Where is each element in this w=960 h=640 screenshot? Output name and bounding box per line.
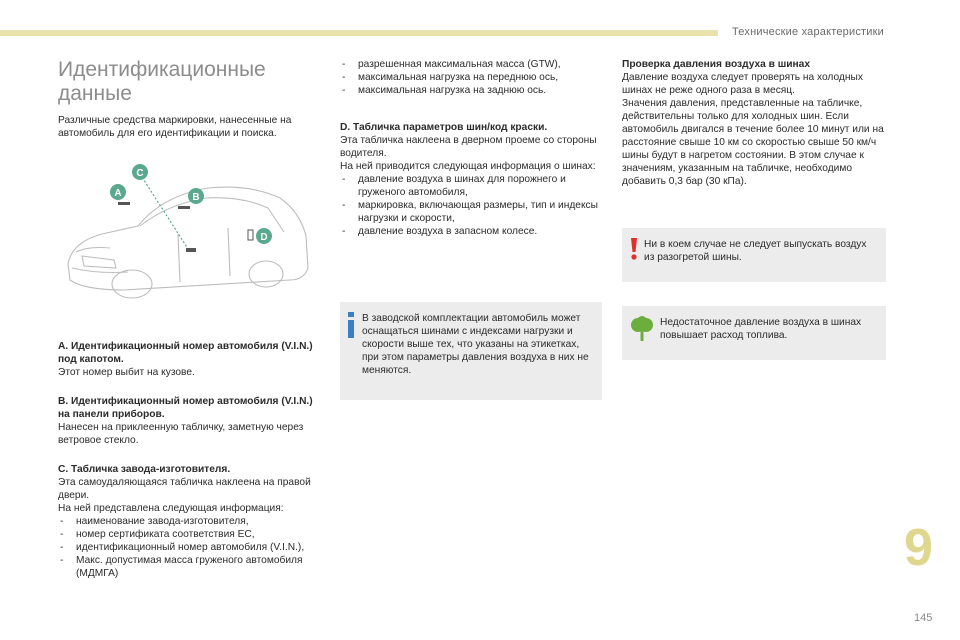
page-title: Идентификационные данные xyxy=(58,58,266,105)
item-d xyxy=(340,121,602,238)
page-number: 145 xyxy=(914,612,933,624)
mass-list xyxy=(340,58,602,97)
column-left xyxy=(58,58,326,580)
item-d-list xyxy=(340,173,602,238)
list-item: - идентификационный номер автомобиля (V.I.N.), xyxy=(58,541,326,554)
item-d-text: Эта табличка наклеена в дверном проеме со стороны водителя. xyxy=(340,135,597,159)
eco-note xyxy=(622,306,886,360)
chapter-number: 9 xyxy=(904,519,933,577)
item-b-text: Нанесен на приклеенную табличку, заметную через ветровое стекло. xyxy=(58,422,304,446)
column-middle xyxy=(340,58,602,400)
marker-c xyxy=(132,164,148,180)
svg-text:C: C xyxy=(136,168,144,179)
list-item: - маркировка, включающая размеры, тип и индексы нагрузки и скорости, xyxy=(340,199,602,225)
list-item: - давление воздуха в запасном колесе. xyxy=(340,225,602,238)
item-d-heading: D. Табличка параметров шин/код краски. xyxy=(340,122,548,133)
tree-icon xyxy=(630,316,654,342)
item-c-text-2: На ней представлена следующая информация: xyxy=(58,503,284,514)
marker-b xyxy=(188,188,204,204)
list-item: - давление воздуха в шинах для порожнего и груженого автомобиля, xyxy=(340,173,602,199)
warning-note xyxy=(622,228,886,282)
info-icon xyxy=(348,312,354,338)
info-note xyxy=(340,302,602,400)
svg-text:D: D xyxy=(260,232,268,243)
list-item: - номер сертификата соответствия ЕС, xyxy=(58,528,326,541)
pressure-text: Давление воздуха следует проверять на холодных шинах не реже одного раза в месяц. Значения давления, представленные на табличке, действительны только для холодных шин. Если автомобиль двигался в течение более 10 минут или на расстояние свыше 10 км со скоростью свыше 50 км/ч шины будут в нагретом состоянии. В этом случае к значениям, указанным на табличке, необходимо добавить 0,3 бар (30 кПа). xyxy=(622,72,884,187)
item-c-list xyxy=(58,515,326,580)
item-c-text: Эта самоудаляющаяся табличка наклеена на правой двери. xyxy=(58,477,311,501)
list-item: - разрешенная максимальная масса (GTW), xyxy=(340,58,602,71)
column-right xyxy=(622,58,886,360)
item-c xyxy=(58,463,326,580)
item-a-heading: A. Идентификационный номер автомобиля (V.I.N.) под капотом. xyxy=(58,341,313,365)
info-note-text: В заводской комплектации автомобиль может оснащаться шинами с индексами нагрузки и скорости выше тех, что указаны на этикетках, при этом параметры давления воздуха в них не меняются. xyxy=(362,313,589,376)
item-b-heading: B. Идентификационный номер автомобиля (V.I.N.) на панели приборов. xyxy=(58,396,313,420)
warning-note-text: Ни в коем случае не следует выпускать воздух из разогретой шины. xyxy=(644,239,867,263)
list-item: - наименование завода-изготовителя, xyxy=(58,515,326,528)
warning-icon xyxy=(630,238,638,260)
svg-text:A: A xyxy=(114,188,122,199)
pressure-heading: Проверка давления воздуха в шинах xyxy=(622,59,810,70)
car-illustration xyxy=(58,156,314,316)
item-a xyxy=(58,340,326,379)
item-d-text-2: На ней приводится следующая информация о шинах: xyxy=(340,161,596,172)
item-b xyxy=(58,395,326,447)
section-title: Технические характеристики xyxy=(732,26,884,38)
eco-note-text: Недостаточное давление воздуха в шинах повышает расход топлива. xyxy=(660,317,862,341)
header-accent-band xyxy=(0,30,718,36)
item-c-heading: C. Табличка завода-изготовителя. xyxy=(58,464,231,475)
svg-text:B: B xyxy=(192,192,200,203)
list-item: - максимальная нагрузка на переднюю ось, xyxy=(340,71,602,84)
intro-text: Различные средства маркировки, нанесенные на автомобиль для его идентификации и поиска. xyxy=(58,115,292,139)
item-a-text: Этот номер выбит на кузове. xyxy=(58,367,195,378)
marker-a xyxy=(110,184,126,200)
list-item: - максимальная нагрузка на заднюю ось. xyxy=(340,84,602,97)
list-item: - Макс. допустимая масса груженого автомобиля (МДМГА) xyxy=(58,554,326,580)
marker-d xyxy=(256,228,272,244)
